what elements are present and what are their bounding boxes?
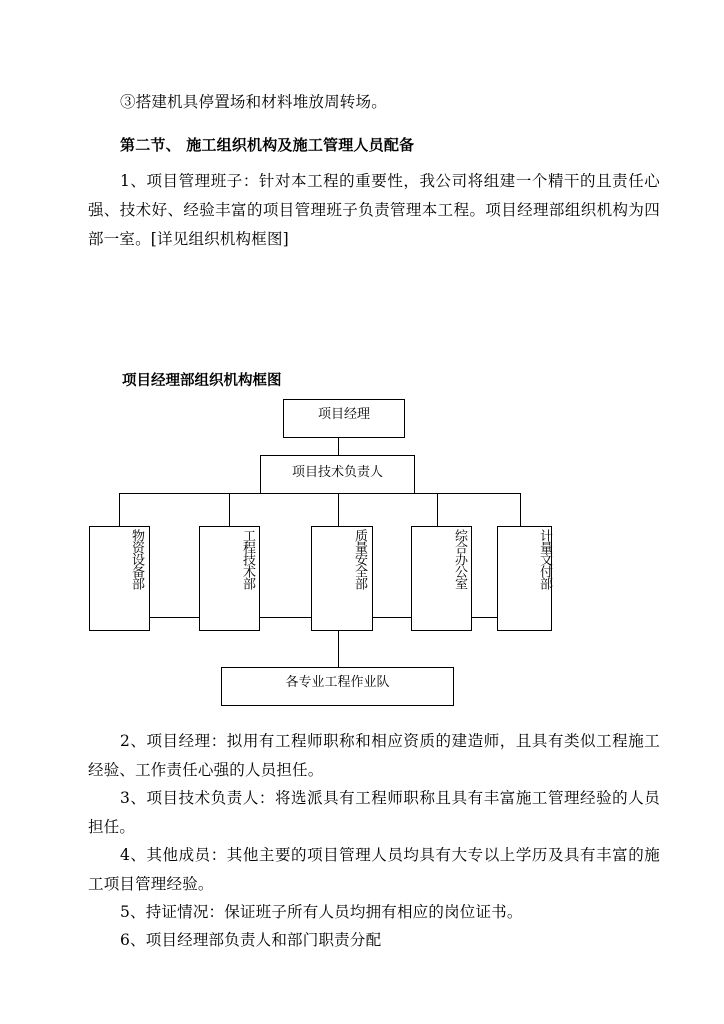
department-label-3: 质量安全部 <box>352 529 367 589</box>
section-title: 第二节、 施工组织机构及施工管理人员配备 <box>120 136 415 154</box>
manager-box <box>283 399 405 438</box>
connector-manager-tech <box>338 437 339 455</box>
department-box-2 <box>199 526 260 631</box>
paragraph-1: 1、项目管理班子：针对本工程的重要性，我公司将组建一个精干的且责任心强、技术好、经验丰富的项目管理班子负责管理本工程。项目经理部组织机构为四部一室。[详见组织机构框图] <box>88 172 660 248</box>
paragraph-2: 2、项目经理：拟用有工程师职称和相应资质的建造师，且具有类似工程施工经验、工作责任心强的人员担任。 <box>88 732 660 779</box>
connector-drop-4 <box>437 493 438 527</box>
connector-drop-2 <box>229 493 230 527</box>
manager-label: 项目经理 <box>317 407 370 422</box>
department-box-1 <box>89 526 150 631</box>
department-box-4 <box>411 526 472 631</box>
department-box-3 <box>311 526 373 631</box>
teams-box <box>221 667 454 706</box>
paragraph-6: 6、项目经理部负责人和部门职责分配 <box>120 931 382 949</box>
teams-label: 各专业工程作业队 <box>285 675 390 690</box>
item-3-text: ③搭建机具停置场和材料堆放周转场。 <box>120 93 387 111</box>
department-label-5: 计量文付部 <box>537 529 552 589</box>
paragraph-4: 4、其他成员：其他主要的项目管理人员均具有大专以上学历及具有丰富的施工项目管理经验。 <box>88 846 660 893</box>
department-box-5 <box>497 526 552 631</box>
connector-drop-5 <box>520 493 521 527</box>
paragraph-3: 3、项目技术负责人：将选派具有工程师职称且具有丰富施工管理经验的人员担任。 <box>88 789 660 836</box>
connector-tech-trunk <box>338 493 339 527</box>
department-label-2: 工程技术部 <box>240 529 255 589</box>
department-label-1: 物资设备部 <box>129 529 144 589</box>
paragraph-5: 5、持证情况：保证班子所有人员均拥有相应的岗位证书。 <box>120 903 523 921</box>
connector-drop-1 <box>119 493 120 527</box>
department-label-4: 综合办公室 <box>452 529 467 589</box>
org-chart-title: 项目经理部组织机构框图 <box>122 373 282 389</box>
tech-lead-label: 项目技术负责人 <box>291 465 383 480</box>
tech-lead-box <box>260 455 415 494</box>
